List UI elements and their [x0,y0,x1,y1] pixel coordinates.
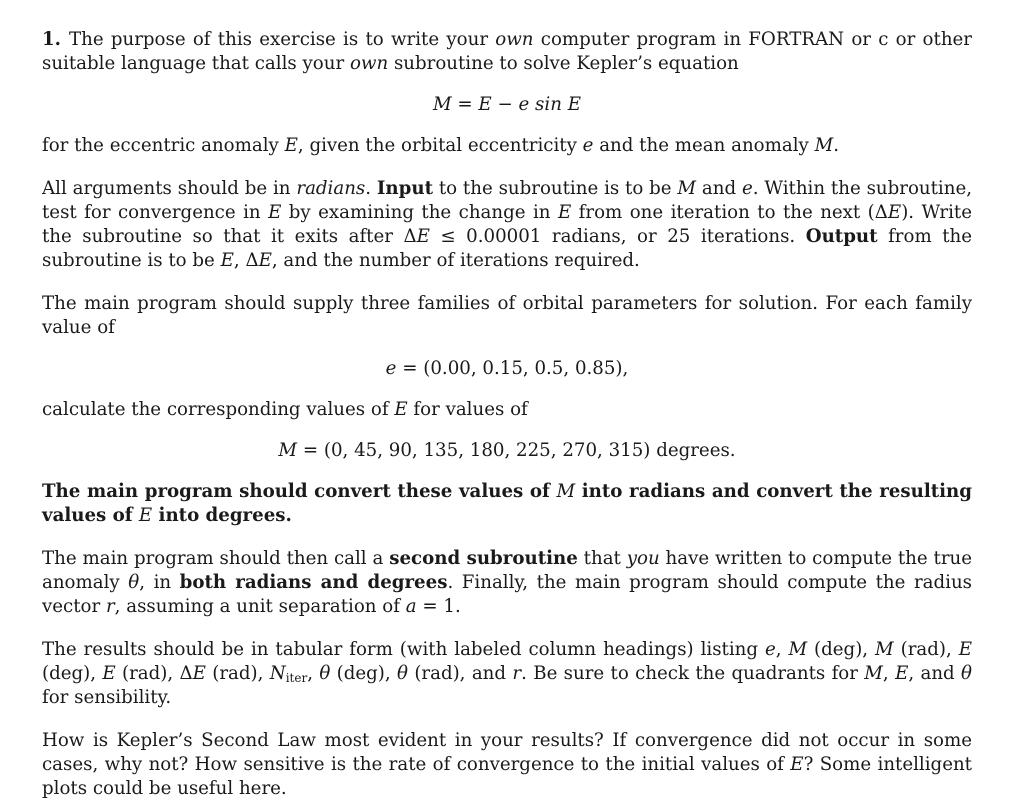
results-paragraph: The results should be in tabular form (with labeled column headings) listing e, M (deg), M (rad), E (deg), E (rad), ΔE (rad), $N_{iter}$, θ (deg), θ (rad), and r. Be sure to check the quadrants for M, E, and θ for sensibility. [42,639,972,708]
eccentric-anomaly-sentence: for the eccentric anomaly E, given the orbital eccentricity e and the mean anomaly M. [42,135,839,156]
families-paragraph: The main program should supply three families of orbital parameters for solution. For each family value of [42,293,972,338]
questions-paragraph: How is Kepler’s Second Law most evident in your results? If convergence did not occur in some cases, why not? How sensitive is the rate of convergence to the initial values of E? Some intelligent plots could be useful here. [42,730,972,799]
problem-number: 1. [42,29,61,50]
eccentricity-values-equation: e = (0.00, 0.15, 0.5, 0.85), [385,358,629,379]
convert-paragraph: The main program should convert these values of M into radians and convert the resulting values of E into degrees. [42,481,972,526]
problem-intro: 1. The purpose of this exercise is to write your own computer program in FORTRAN or c or other suitable language that calls your own subroutine to solve Kepler’s equation [42,29,972,74]
arguments-paragraph: All arguments should be in radians. Input to the subroutine is to be M and e. Within the subroutine, test for convergence in E by examining the change in E from one iteration to the next (ΔE). Write the subroutine so that it exits after ΔE ≤ 0.00001 radians, or 25 iterations. Output from the subroutine is to be E, ΔE, and the number of iterations required. [42,178,972,271]
mean-anomaly-values-equation: M = (0, 45, 90, 135, 180, 225, 270, 315) degrees. [278,440,736,461]
second-subroutine-paragraph: The main program should then call a second subroutine that you have written to compute the true anomaly θ, in both radians and degrees. Finally, the main program should compute the radius vector r, assuming a unit separation of a = 1. [42,548,972,617]
calculate-sentence: calculate the corresponding values of E for values of [42,399,528,420]
kepler-equation: M = E − e sin E [433,94,581,115]
